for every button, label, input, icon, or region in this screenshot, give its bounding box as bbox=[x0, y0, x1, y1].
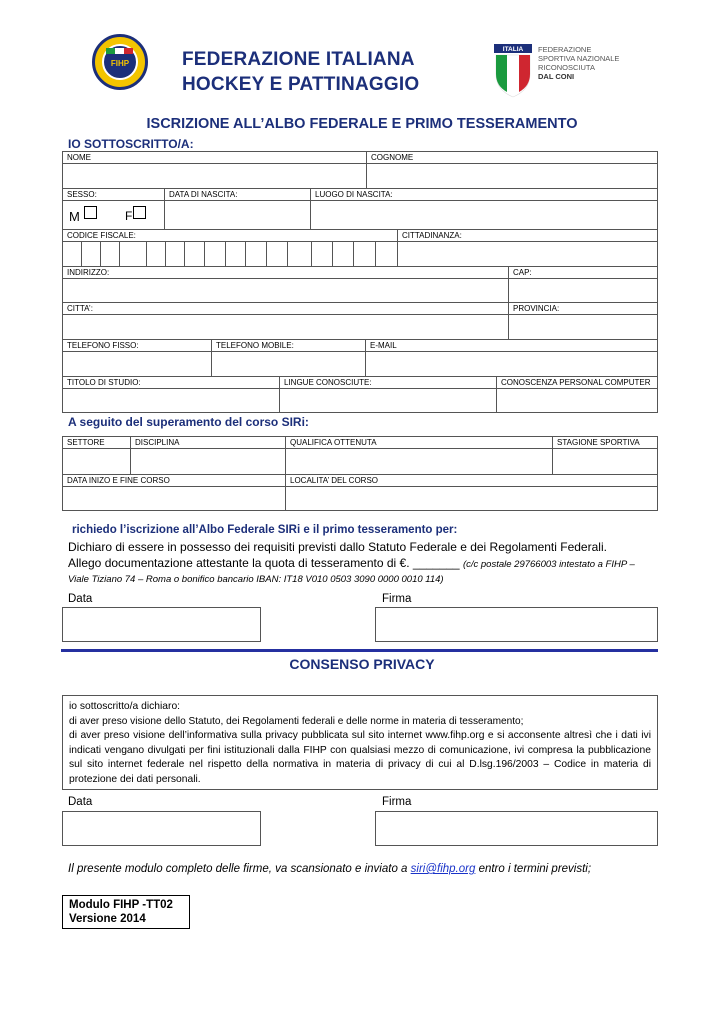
titolo-studio-label: TITOLO DI STUDIO: bbox=[67, 378, 141, 387]
disciplina-label: DISCIPLINA bbox=[135, 438, 180, 447]
federation-title bbox=[182, 47, 419, 97]
titolo-studio-field[interactable] bbox=[63, 389, 278, 412]
coni-recognition bbox=[538, 45, 648, 81]
stagione-label: STAGIONE SPORTIVA bbox=[557, 438, 640, 447]
codice-fiscale-label: CODICE FISCALE: bbox=[67, 231, 136, 240]
disciplina-field[interactable] bbox=[131, 449, 284, 473]
cap-field[interactable] bbox=[509, 279, 657, 301]
coni-line: DAL CONI bbox=[538, 72, 575, 81]
firma-label: Firma bbox=[382, 593, 412, 605]
firma-signature-box[interactable] bbox=[375, 607, 658, 642]
qualifica-label: QUALIFICA OTTENUTA bbox=[290, 438, 377, 447]
telefono-mobile-field[interactable] bbox=[212, 352, 364, 375]
logo-text: FIHP bbox=[110, 59, 130, 68]
section-subscriber-label: IO SOTTOSCRITTO/A: bbox=[68, 137, 194, 151]
localita-label: LOCALITA’ DEL CORSO bbox=[290, 476, 379, 485]
email-field[interactable] bbox=[366, 352, 657, 375]
luogo-nascita-field[interactable] bbox=[311, 201, 657, 228]
data-signature-box[interactable] bbox=[62, 607, 261, 642]
federation-title-line2: HOCKEY E PATTINAGGIO bbox=[182, 74, 420, 95]
cap-label: CAP: bbox=[513, 268, 532, 277]
footer-instruction bbox=[68, 863, 591, 875]
declaration-text: Allego documentazione attestante la quota di tesseramento di €. _______ bbox=[68, 556, 463, 570]
declaration-line2 bbox=[68, 556, 635, 572]
sex-m-checkbox[interactable] bbox=[84, 206, 97, 219]
nome-label: NOME bbox=[67, 153, 91, 162]
italia-badge: ITALIA bbox=[502, 46, 524, 53]
provincia-label: PROVINCIA: bbox=[513, 304, 560, 313]
privacy-data-box[interactable] bbox=[62, 811, 261, 846]
fihp-logo bbox=[92, 34, 148, 90]
data-label: Data bbox=[68, 593, 93, 605]
data-nascita-field[interactable] bbox=[165, 201, 309, 228]
sex-m-label: M bbox=[69, 209, 80, 224]
sex-f-checkbox[interactable] bbox=[133, 206, 146, 219]
indirizzo-field[interactable] bbox=[63, 279, 507, 301]
section-divider bbox=[61, 649, 658, 652]
luogo-nascita-label: LUOGO DI NASCITA: bbox=[315, 190, 393, 199]
email-label: E-MAIL bbox=[370, 341, 397, 350]
data-corso-field[interactable] bbox=[63, 487, 284, 510]
privacy-line2: di aver preso visione dello Statuto, dei Regolamenti federali e delle norme in materia di tesseramento; bbox=[69, 715, 524, 727]
privacy-firma-label: Firma bbox=[382, 796, 412, 808]
settore-field[interactable] bbox=[63, 449, 129, 473]
telefono-fisso-field[interactable] bbox=[63, 352, 210, 375]
module-version-box bbox=[62, 895, 190, 929]
coni-line: SPORTIVA NAZIONALE bbox=[538, 54, 620, 63]
federation-title-line1: FEDERAZIONE ITALIANA bbox=[182, 49, 415, 70]
privacy-firma-box[interactable] bbox=[375, 811, 658, 846]
cittadinanza-field[interactable] bbox=[398, 242, 657, 265]
lingue-label: LINGUE CONOSCIUTE: bbox=[284, 378, 372, 387]
module-version: Versione 2014 bbox=[69, 913, 146, 925]
codice-fiscale-field[interactable] bbox=[63, 242, 396, 265]
telefono-mobile-label: TELEFONO MOBILE: bbox=[216, 341, 294, 350]
section-course-label: A seguito del superamento del corso SIRi: bbox=[68, 415, 309, 429]
privacy-title: CONSENSO PRIVACY bbox=[289, 656, 435, 672]
privacy-consent-box bbox=[62, 695, 658, 790]
conoscenza-pc-field[interactable] bbox=[497, 389, 657, 412]
citta-field[interactable] bbox=[63, 315, 507, 338]
email-link[interactable]: siri@fihp.org bbox=[410, 863, 476, 875]
declaration-line1: Dichiaro di essere in possesso dei requisiti previsti dallo Statuto Federale e dei Regolamenti Federali. bbox=[68, 540, 607, 554]
footer-text-before: Il presente modulo completo delle firme, va scansionato e inviato a bbox=[68, 863, 411, 875]
settore-label: SETTORE bbox=[67, 438, 105, 447]
cognome-label: COGNOME bbox=[371, 153, 414, 162]
lingue-field[interactable] bbox=[280, 389, 495, 412]
request-line: richiedo l’iscrizione all’Albo Federale SIRi e il primo tesseramento per: bbox=[72, 524, 458, 536]
qualifica-field[interactable] bbox=[286, 449, 551, 473]
cognome-field[interactable] bbox=[367, 164, 657, 187]
coni-line: FEDERAZIONE bbox=[538, 45, 592, 54]
form-title: ISCRIZIONE ALL’ALBO FEDERALE E PRIMO TESSERAMENTO bbox=[146, 116, 578, 132]
sesso-label: SESSO: bbox=[67, 190, 97, 199]
provincia-field[interactable] bbox=[509, 315, 657, 338]
payment-note-b: Viale Tiziano 74 – Roma o bonifico bancario IBAN: IT18 V010 0503 3090 0000 0010 114) bbox=[68, 574, 444, 585]
privacy-line1: io sottoscritto/a dichiaro: bbox=[69, 701, 181, 712]
localita-field[interactable] bbox=[286, 487, 657, 510]
citta-label: CITTA’: bbox=[67, 304, 93, 313]
conoscenza-pc-label: CONOSCENZA PERSONAL COMPUTER bbox=[501, 378, 651, 387]
privacy-line3: di aver preso visione dell’informativa sulla privacy pubblicata sul sito internet www.fihp.org e si acconsente altresì che i dati ivi indicati vengano divulgati per fini istituzionali dalla FIHP con qualsiasi mezzo di comunicazione, ivi compresa la pubblicazione sul sito internet federale nel rispetto della normativa in materia di privacy di cui al D.lsg.196/2003 – Codice in materia di protezione dei dati personali. bbox=[69, 730, 651, 785]
indirizzo-label: INDIRIZZO: bbox=[67, 268, 110, 277]
cittadinanza-label: CITTADINANZA: bbox=[402, 231, 462, 240]
module-code: Modulo FIHP -TT02 bbox=[69, 899, 173, 911]
sex-f-label: F bbox=[125, 209, 133, 223]
data-corso-label: DATA INIZO E FINE CORSO bbox=[67, 476, 170, 485]
nome-field[interactable] bbox=[63, 164, 365, 187]
privacy-data-label: Data bbox=[68, 796, 93, 808]
footer-text-after: entro i termini previsti; bbox=[475, 863, 592, 875]
payment-note-a: (c/c postale 29766003 intestato a FIHP – bbox=[462, 559, 635, 570]
stagione-field[interactable] bbox=[553, 449, 657, 473]
data-nascita-label: DATA DI NASCITA: bbox=[169, 190, 238, 199]
coni-line: RICONOSCIUTA bbox=[538, 63, 595, 72]
telefono-fisso-label: TELEFONO FISSO: bbox=[67, 341, 139, 350]
